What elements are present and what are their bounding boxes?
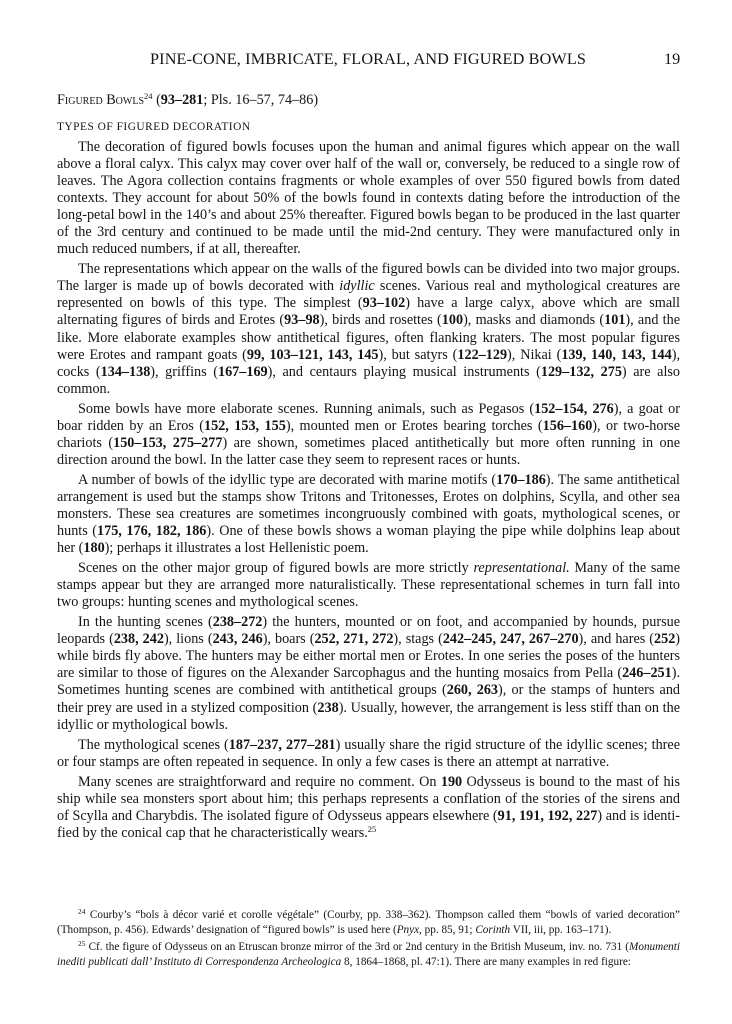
text-run: ). Sometimes hunting scenes are combined with antithetical groups ( (57, 665, 680, 699)
catalogue-number: 122–129 (457, 346, 508, 363)
catalogue-number: 170–186 (496, 471, 546, 488)
text-run: ) usually share the rigid structure of the idyllic scenes; three or four stamps are often repeated in sequence. In only a few cases is there an attempt at narrative. (57, 736, 680, 770)
catalogue-number: 101 (604, 312, 626, 329)
catalogue-number: 100 (441, 312, 464, 329)
footnote-label: 25 (78, 939, 86, 949)
text-run: A number of bowls of the idyllic type are decorated with marine motifs ( (78, 471, 497, 488)
text-run: ), stags ( (393, 631, 443, 648)
text-run: ) the hunters, mounted or on foot, and accompanied by hounds, pursue leopards ( (57, 614, 680, 648)
footnote-label: 24 (78, 907, 86, 916)
catalogue-number: 93–98 (284, 312, 320, 329)
text-run: ), Nikai ( (507, 346, 562, 363)
text-run: ), a goat or boar ridden by an Eros ( (57, 400, 680, 434)
text-run: Cf. the figure of Odysseus on an Etruscan bronze mirror of the 3rd or 2nd century in the British Museum, inv. no. 731 ( (85, 941, 630, 954)
text-run: ), masks and diamonds ( (463, 312, 605, 329)
section-title-open: ( (152, 92, 161, 108)
text-run: ), and the like. More elaborate examples show antithetical figures, often flanking kraters. The most popular figures were Erotes and rampant goats ( (57, 312, 680, 363)
text-run: pp. 85, 91; (421, 923, 476, 936)
text-run: ), or two-horse chariots ( (57, 417, 681, 451)
catalogue-number: 152–154, 276 (534, 400, 614, 417)
catalogue-number: 150–153, 275–277 (113, 434, 223, 451)
text-run: scenes. Various real and mythological creatures are represented on bowls of this type. The simplest ( (57, 278, 680, 312)
text-run: ) and is identified by the conical cap that he characteristically wears. (57, 807, 681, 841)
catalogue-number: 252 (654, 631, 676, 648)
footnote (57, 940, 680, 969)
text-run: ), birds and rosettes ( (319, 312, 442, 329)
footnote-reference[interactable]: 25 (367, 823, 377, 834)
italic-text: Monumenti inediti publicati dall’ Instituto di Correspondenza Archeologica (57, 941, 680, 968)
text-run: ) are shown, sometimes placed antithetically but more often running in one direction around the bowl. In the latter case they seem to represent races or hunts. (57, 434, 681, 468)
catalogue-number: 139, 140, 143, 144 (561, 346, 672, 363)
footnote-reference[interactable]: 24 (144, 91, 153, 101)
italic-text: idyllic (339, 278, 375, 295)
paragraph (57, 614, 680, 733)
section-title-plates: ; Pls. 16–57, 74–86) (203, 92, 319, 108)
text-run: ). The same antithetical arrangement is used but the stamps show Tritons and Tritonesses, Erotes on dolphins, Scylla, and other sea monsters. These sea creatures are sometimes incongruously combined with goats, mythological scenes, or hunts ( (57, 471, 680, 540)
catalogue-number: 167–169 (217, 363, 268, 380)
paragraph (57, 261, 680, 397)
catalogue-number: 134–138 (100, 363, 151, 380)
catalogue-number: 93–102 (362, 295, 406, 312)
catalogue-number: 175, 176, 182, 186 (97, 523, 207, 540)
text-run: ), boars ( (262, 631, 315, 648)
catalogue-number: 238–272 (212, 614, 263, 631)
text-run: ), griffins ( (150, 363, 218, 380)
text-run: ), mounted men or Erotes bearing torches ( (285, 417, 543, 434)
text-run: ) are also common. (57, 363, 681, 397)
catalogue-number: 242–245, 247, 267–270 (442, 631, 579, 648)
catalogue-number: 260, 263 (446, 682, 499, 699)
catalogue-number: 190 (440, 773, 463, 790)
catalogue-number: 243, 246 (212, 631, 263, 648)
catalogue-number: 238 (317, 699, 339, 716)
text-run: VII, iii, pp. 163–171). (510, 923, 612, 936)
text-run: Odysseus is bound to the mast of his ship while sea monsters sport about him; this perhaps represents a conflation of the stories of the sirens and of Scylla and Charybdis. The isolated figure of Odysseus appears elsewhere ( (57, 773, 681, 824)
paragraph (57, 560, 680, 611)
catalogue-number: 152, 153, 155 (204, 417, 286, 434)
body-text (57, 139, 680, 842)
text-run: 8, 1864–1868, pl. 47:1). There are many examples in red figure: (341, 955, 631, 968)
text-run: ). Usually, however, the arrangement is less stiff than on the idyllic or mythological bowls. (57, 699, 681, 733)
italic-text: Pnyx, (396, 923, 422, 936)
italic-text: Corinth (475, 923, 511, 936)
text-run: The mythological scenes ( (78, 736, 229, 753)
catalogue-number: 129–132, 275 (540, 363, 622, 380)
paragraph (57, 401, 680, 469)
catalogue-number: 187–237, 277–281 (228, 736, 336, 753)
catalogue-number: 99, 103–121, 143, 145 (246, 346, 379, 363)
footnotes (57, 908, 680, 972)
text-run: ), but satyrs ( (378, 346, 458, 363)
text-run: Some bowls have more elaborate scenes. Running animals, such as Pegasos ( (78, 400, 535, 417)
text-run: The representations which appear on the walls of the figured bowls can be divided into two major groups. The larger is made up of bowls decorated with (57, 261, 680, 295)
text-run: Many scenes are straightforward and require no comment. On (78, 773, 441, 790)
footnote (57, 908, 680, 937)
catalogue-number: 238, 242 (113, 631, 164, 648)
text-run: ), or the stamps of hunters and their prey are used in a stylized composition ( (57, 682, 681, 716)
paragraph (57, 774, 680, 842)
catalogue-number: 156–160 (542, 417, 593, 434)
text-run: ), and hares ( (578, 631, 655, 648)
text-run: The decoration of figured bowls focuses upon the human and animal figures which appear on the wall above a floral calyx. This calyx may cover over half of the wall or, conversely, be reduced to a single row of leaves. The Agora collection contains fragments or whole examples of over 550 figured bowls from dated contexts. They account for about 50% of the bowls found in contexts dating before the introduction of the long-petal bowl in the 140’s and about 25% thereafter. Figured bowls began to be produced in the last quarter of the 3rd century and continued to be made until the mid-2nd century. They were manufactured only in much reduced numbers, if at all, thereafter. (57, 139, 680, 258)
italic-text: representational. (473, 560, 570, 577)
text-run: ), cocks ( (57, 346, 681, 380)
page-number: 19 (664, 50, 681, 68)
catalogue-number: 180 (83, 540, 105, 557)
paragraph (57, 139, 680, 258)
catalogue-number: 91, 191, 192, 227 (497, 807, 598, 824)
text-run: In the hunting scenes ( (78, 614, 213, 631)
text-run: ), lions ( (163, 631, 213, 648)
catalogue-range: 93–281 (160, 92, 204, 108)
running-head-title: PINE-CONE, IMBRICATE, FLORAL, AND FIGURED BOWLS (150, 50, 587, 68)
text-run: ) have a large calyx, above which are small alternating figures of birds and Erotes ( (57, 295, 681, 329)
paragraph (57, 737, 680, 771)
text-run: ); perhaps it illustrates a lost Hellenistic poem. (104, 540, 369, 557)
subsection-heading: TYPES OF FIGURED DECORATION (57, 121, 251, 133)
text-run: Many of the same stamps appear but they are arranged more naturalistically. These representational schemes in turn fall into two groups: hunting scenes and mythological scenes. (57, 560, 680, 611)
text-run: ), and centaurs playing musical instruments ( (267, 363, 541, 380)
section-heading (57, 91, 679, 109)
footnote-text (57, 941, 680, 968)
catalogue-number: 252, 271, 272 (314, 631, 394, 648)
text-run: ) while birds fly above. The hunters may be either mortal men or Erotes. In one series the poses of the hunters are similar to those of figures on the Alexander Sarcophagus and the hunting mosaics from Pella ( (57, 631, 681, 682)
text-run: Courby’s “bols à décor varié et corolle végétale” (Courby, pp. 338–362). Thompson called them “bowls of varied decoration” (Thompson, p. 456). Edwards’ designation of “figured bowls” is used here ( (57, 909, 680, 936)
text-run: ). One of these bowls shows a woman playing the pipe while dolphins leap about her ( (57, 523, 681, 557)
text-run: Scenes on the other major group of figured bowls are more strictly (78, 560, 474, 577)
paragraph (57, 472, 680, 557)
footnote-text (57, 909, 680, 936)
catalogue-number: 246–251 (622, 665, 672, 682)
section-title-text: Figured Bowls (57, 92, 145, 108)
